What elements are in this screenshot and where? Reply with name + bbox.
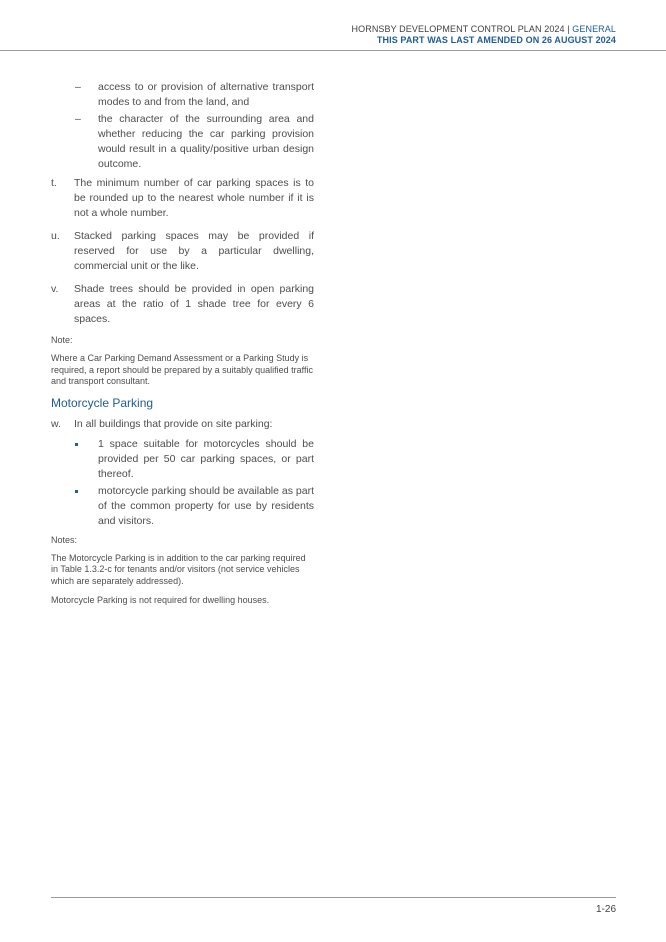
- dash-marker: –: [75, 113, 81, 125]
- bullet-item: [51, 437, 314, 482]
- footer-divider: [51, 897, 616, 898]
- clause-t: [51, 176, 314, 221]
- note-text: Where a Car Parking Demand Assessment or a Parking Study is required, a report should be prepared by a suitably qualified traffic and transport consultant.: [51, 353, 313, 386]
- document-title: HORNSBY DEVELOPMENT CONTROL PLAN 2024: [351, 24, 565, 34]
- note-label: Note:: [51, 335, 73, 345]
- clause-marker: v.: [51, 283, 59, 295]
- bullet-item: [51, 484, 314, 529]
- list-item: [51, 80, 314, 110]
- note-text: Motorcycle Parking is not required for dwelling houses.: [51, 595, 270, 605]
- list-item-text: access to or provision of alternative transport modes to and from the land, and: [98, 81, 314, 108]
- bullet-text: motorcycle parking should be available as part of the common property for use by residents and visitors.: [98, 484, 314, 527]
- page-number: 1-26: [595, 904, 616, 915]
- header-line-1: [352, 24, 616, 35]
- header-divider: [0, 50, 666, 51]
- dash-marker: –: [75, 81, 81, 93]
- clause-marker: w.: [51, 417, 61, 430]
- notes-label: Notes:: [51, 534, 78, 545]
- list-item-text: the character of the surrounding area and whether reducing the car parking provision would result in a quality/positive urban design outcome.: [98, 113, 314, 170]
- square-bullet-icon: [75, 443, 78, 446]
- clause-w: [51, 417, 314, 432]
- amendment-note: THIS PART WAS LAST AMENDED ON 26 AUGUST 2024: [376, 35, 616, 45]
- page-header: [352, 24, 616, 46]
- clause-v: [51, 282, 314, 327]
- header-separator: |: [564, 24, 573, 34]
- clause-text: Shade trees should be provided in open parking areas at the ratio of 1 shade tree for every 6 spaces.: [74, 283, 314, 325]
- clause-text: In all buildings that provide on site parking:: [74, 417, 273, 430]
- note-text: The Motorcycle Parking is in addition to the car parking required in Table 1.3.2-c for tenants and/or visitors (not service vehicles which are separately addressed).: [51, 552, 306, 586]
- part-name: GENERAL: [572, 24, 616, 34]
- clause-marker: u.: [51, 230, 60, 242]
- section-heading: Motorcycle Parking: [51, 395, 154, 410]
- clause-marker: t.: [51, 177, 57, 189]
- clause-text: The minimum number of car parking spaces is to be rounded up to the nearest whole number if it is not a whole number.: [74, 177, 314, 219]
- clause-text: Stacked parking spaces may be provided if reserved for use by a particular dwelling, commercial unit or the like.: [74, 230, 314, 272]
- list-item: [51, 112, 314, 172]
- clause-u: [51, 229, 314, 274]
- square-bullet-icon: [75, 490, 78, 493]
- page-content: [51, 80, 314, 615]
- bullet-text: 1 space suitable for motorcycles should be provided per 50 car parking spaces, or part thereof.: [98, 437, 314, 480]
